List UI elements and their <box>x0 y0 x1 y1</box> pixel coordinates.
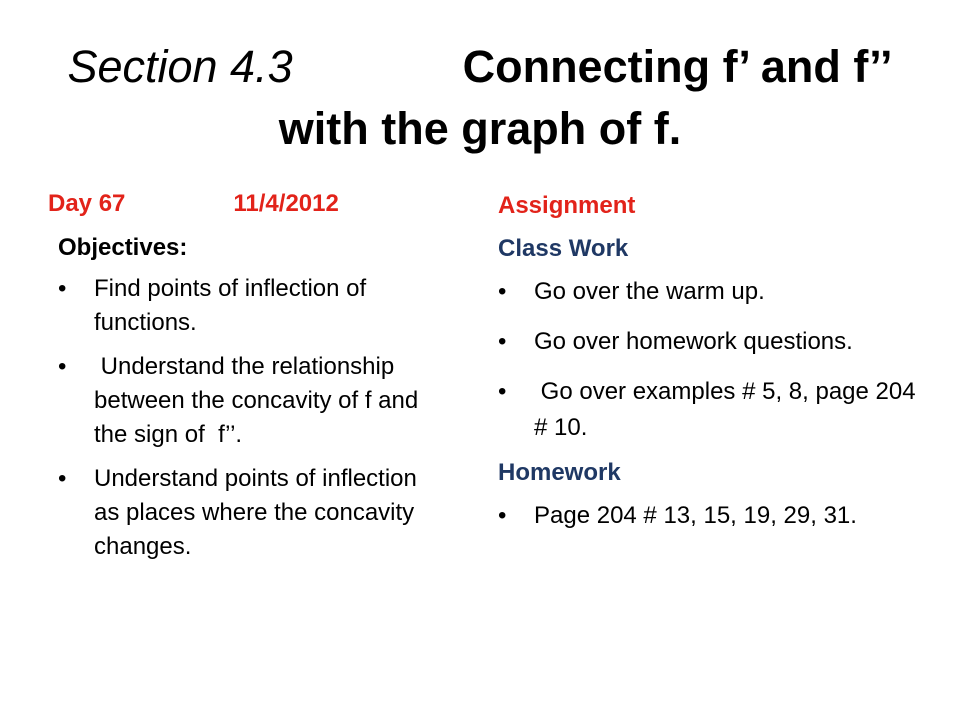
objective-text: Understand points of inflection as places where the concavity changes. <box>94 465 417 560</box>
objectives-heading: Objectives: <box>58 234 188 261</box>
bullet-icon: • <box>58 465 67 492</box>
objectives-column <box>48 186 448 574</box>
objectives-list <box>58 272 448 564</box>
homework-list <box>498 498 918 534</box>
homework-item <box>498 498 918 534</box>
homework-text: Page 204 # 13, 15, 19, 29, 31. <box>534 502 857 529</box>
date-label: 11/4/2012 <box>233 190 339 217</box>
bullet-icon: • <box>498 328 507 355</box>
objective-item <box>58 350 448 452</box>
bullet-icon: • <box>58 275 67 302</box>
day-line <box>48 186 448 222</box>
classwork-item <box>498 374 923 446</box>
bullet-icon: • <box>498 378 507 405</box>
day-label: Day 67 <box>48 190 126 217</box>
objective-item <box>58 272 448 340</box>
classwork-list <box>498 274 923 446</box>
objective-text: Understand the relationship between the concavity of f and the sign of f’’. <box>94 353 425 448</box>
slide-title <box>40 36 920 160</box>
objective-text: Find points of inflection of functions. <box>94 275 367 336</box>
classwork-heading: Class Work <box>498 235 629 262</box>
classwork-text: Go over examples # 5, 8, page 204 # 10. <box>534 378 923 441</box>
bullet-icon: • <box>58 353 67 380</box>
classwork-text: Go over homework questions. <box>534 328 853 355</box>
objective-item <box>58 462 448 564</box>
homework-heading: Homework <box>498 459 621 486</box>
assignment-heading: Assignment <box>498 192 636 219</box>
classwork-text: Go over the warm up. <box>534 278 765 305</box>
classwork-item <box>498 324 918 360</box>
bullet-icon: • <box>498 278 507 305</box>
assignment-column <box>498 186 923 548</box>
bullet-icon: • <box>498 502 507 529</box>
section-number: Section 4.3 <box>67 41 293 92</box>
title-text: Connecting f’ and f’’ with the graph of f. <box>278 41 893 154</box>
classwork-item <box>498 274 918 310</box>
